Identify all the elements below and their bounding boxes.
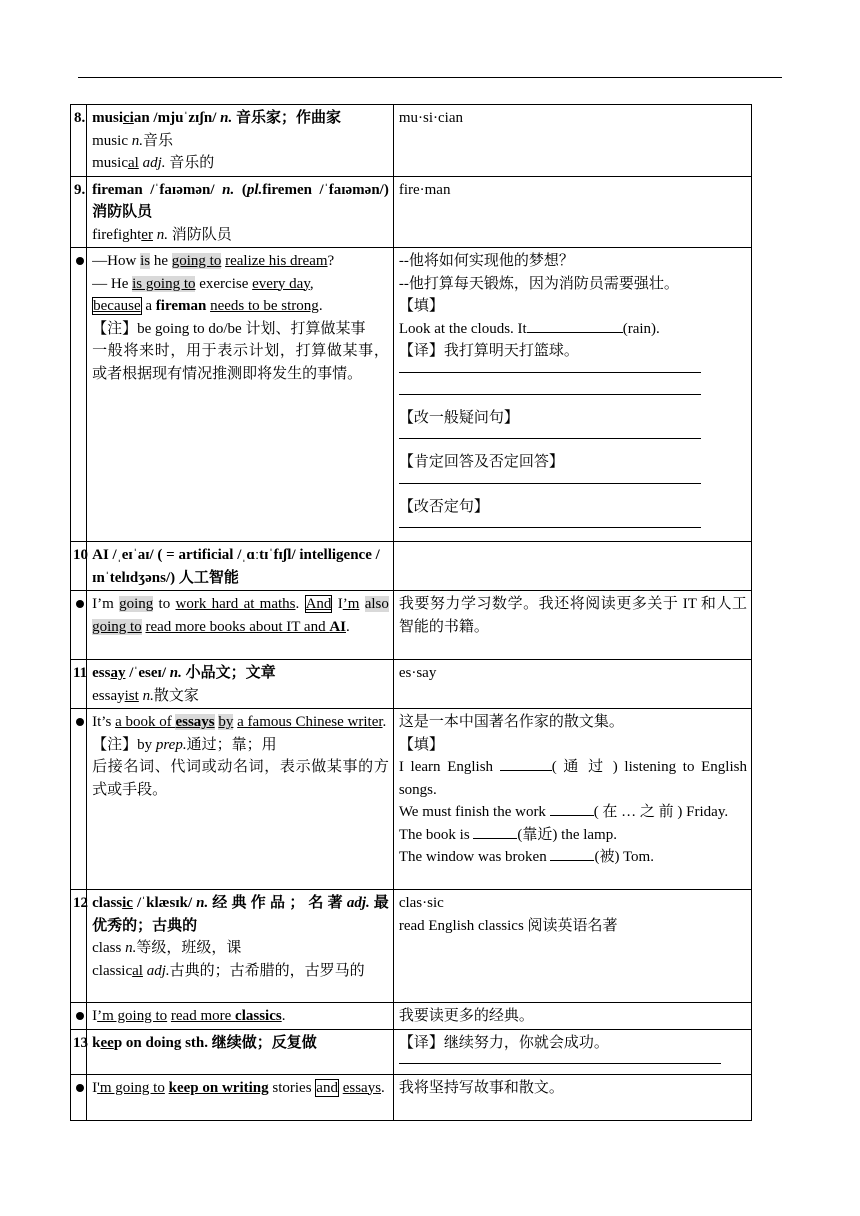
row-number: 13 [71,1029,87,1074]
grammar-note: 【注】be going to do/be 计划、打算做某事 [92,320,366,337]
bullet-dot-icon [76,600,84,608]
exercise-panel: --他将如何实现他的梦想？ --他打算每天锻炼，因为消防员需要强壮。 【填】 Look at the clouds. It (rain). 【译】我打算明天打篮球。 【改一般疑问句】 【肯定回答及否定回答】 【改否定句】 [393,248,751,542]
answer-line[interactable] [399,363,701,373]
word-entry: fireman /ˈfaɪəmən/ n. (pl.firemen /ˈfaɪəmən/) 消防队员 firefighter n. 消防队员 [87,176,394,248]
answer-line[interactable] [399,429,701,439]
header-rule [78,77,782,78]
translation: 我要读更多的经典。 [393,1003,751,1030]
bullet [71,1003,87,1030]
word-entry: classic /ˈklæsɪk/ n. 经 典 作 品 ； 名 著 adj. 最优秀的；古典的 class n.等级，班级，课 classical adj.古典的；古希腊的，古罗马的 [87,890,394,1003]
row-number: 10 [71,542,87,591]
table-row [71,660,752,709]
bullet [71,248,87,542]
answer-line[interactable] [399,474,701,484]
answer-line[interactable] [399,385,701,395]
translation: 我将坚持写故事和散文。 [393,1074,751,1120]
grammar-explanation: 一般将来时，用于表示计划，打算做某事，或者根据现有情况推测即将发生的事情。 [92,343,389,382]
exercise-panel: 这是一本中国著名作家的散文集。 【填】 I learn English ( 通 过 ) listening to English songs. We must finish the work ( 在 … 之 前 ) Friday. The book is (靠近) the lamp. The window was broken (被) Tom. [393,709,751,890]
translation: 我要努力学习数学。我还将阅读更多关于 IT 和人工智能的书籍。 [393,591,751,660]
bullet [71,1074,87,1120]
example-sentence: I’m going to read more classics. [87,1003,394,1030]
bullet-dot-icon [76,1084,84,1092]
bullet-dot-icon [76,1012,84,1020]
empty-cell [393,542,751,591]
answer-blank[interactable] [550,860,594,861]
bullet [71,591,87,660]
table-row [71,1074,752,1120]
answer-line[interactable] [399,518,701,528]
syllable-split: clas·sic read English classics 阅读英语名著 [393,890,751,1003]
table-row [71,1003,752,1030]
example-sentence: —How is he going to realize his dream? — He is going to exercise every day, because a fireman needs to be strong. 【注】be going to do/be 计划、打算做某事 一般将来时，用于表示计划，打算做某事，或者根据现有情况推测即将发生的事情。 [87,248,394,542]
syllable-split: mu·si·cian [393,105,751,177]
row-number: 8. [71,105,87,177]
row-number: 9. [71,176,87,248]
word-entry: AI /ˌeɪˈaɪ/ ( = artificial /ˌɑːtɪˈfɪʃl/ intelligence /ɪnˈtelɪdʒəns/) 人工智能 [87,542,394,591]
row-number: 11 [71,660,87,709]
vocabulary-table [70,104,752,1121]
table-row [71,248,752,542]
word-entry: musician /mjuˈzɪʃn/ n. 音乐家；作曲家 music n.音乐 musical adj. 音乐的 [87,105,394,177]
row-number: 12 [71,890,87,1003]
answer-blank[interactable] [473,838,517,839]
bullet [71,709,87,890]
example-sentence: I'm going to keep on writing stories and essays. [87,1074,394,1120]
table-row [71,542,752,591]
grammar-explanation: 后接名词、代词或动名词，表示做某事的方式或手段。 [92,759,389,798]
word-entry: essay /ˈeseɪ/ n. 小品文；文章 essayist n.散文家 [87,660,394,709]
bullet-dot-icon [76,718,84,726]
bullet-dot-icon [76,257,84,265]
table-row [71,176,752,248]
syllable-split: es·say [393,660,751,709]
answer-line[interactable] [399,1054,721,1064]
table-row [71,1029,752,1074]
syllable-split: fire·man [393,176,751,248]
example-sentence: It’s a book of essays by a famous Chinese writer. 【注】by prep.通过；靠；用 后接名词、代词或动名词，表示做某事的方式或手段。 [87,709,394,890]
answer-blank[interactable] [550,815,594,816]
exercise-panel: 【译】继续努力，你就会成功。 [393,1029,751,1074]
answer-blank[interactable] [500,770,552,771]
table-row [71,105,752,177]
word-entry: keep on doing sth. 继续做；反复做 [87,1029,394,1074]
answer-blank[interactable] [527,332,623,333]
example-sentence: I’m going to work hard at maths. And I’m also going to read more books about IT and AI. [87,591,394,660]
table-row [71,890,752,1003]
table-row [71,591,752,660]
table-row [71,709,752,890]
